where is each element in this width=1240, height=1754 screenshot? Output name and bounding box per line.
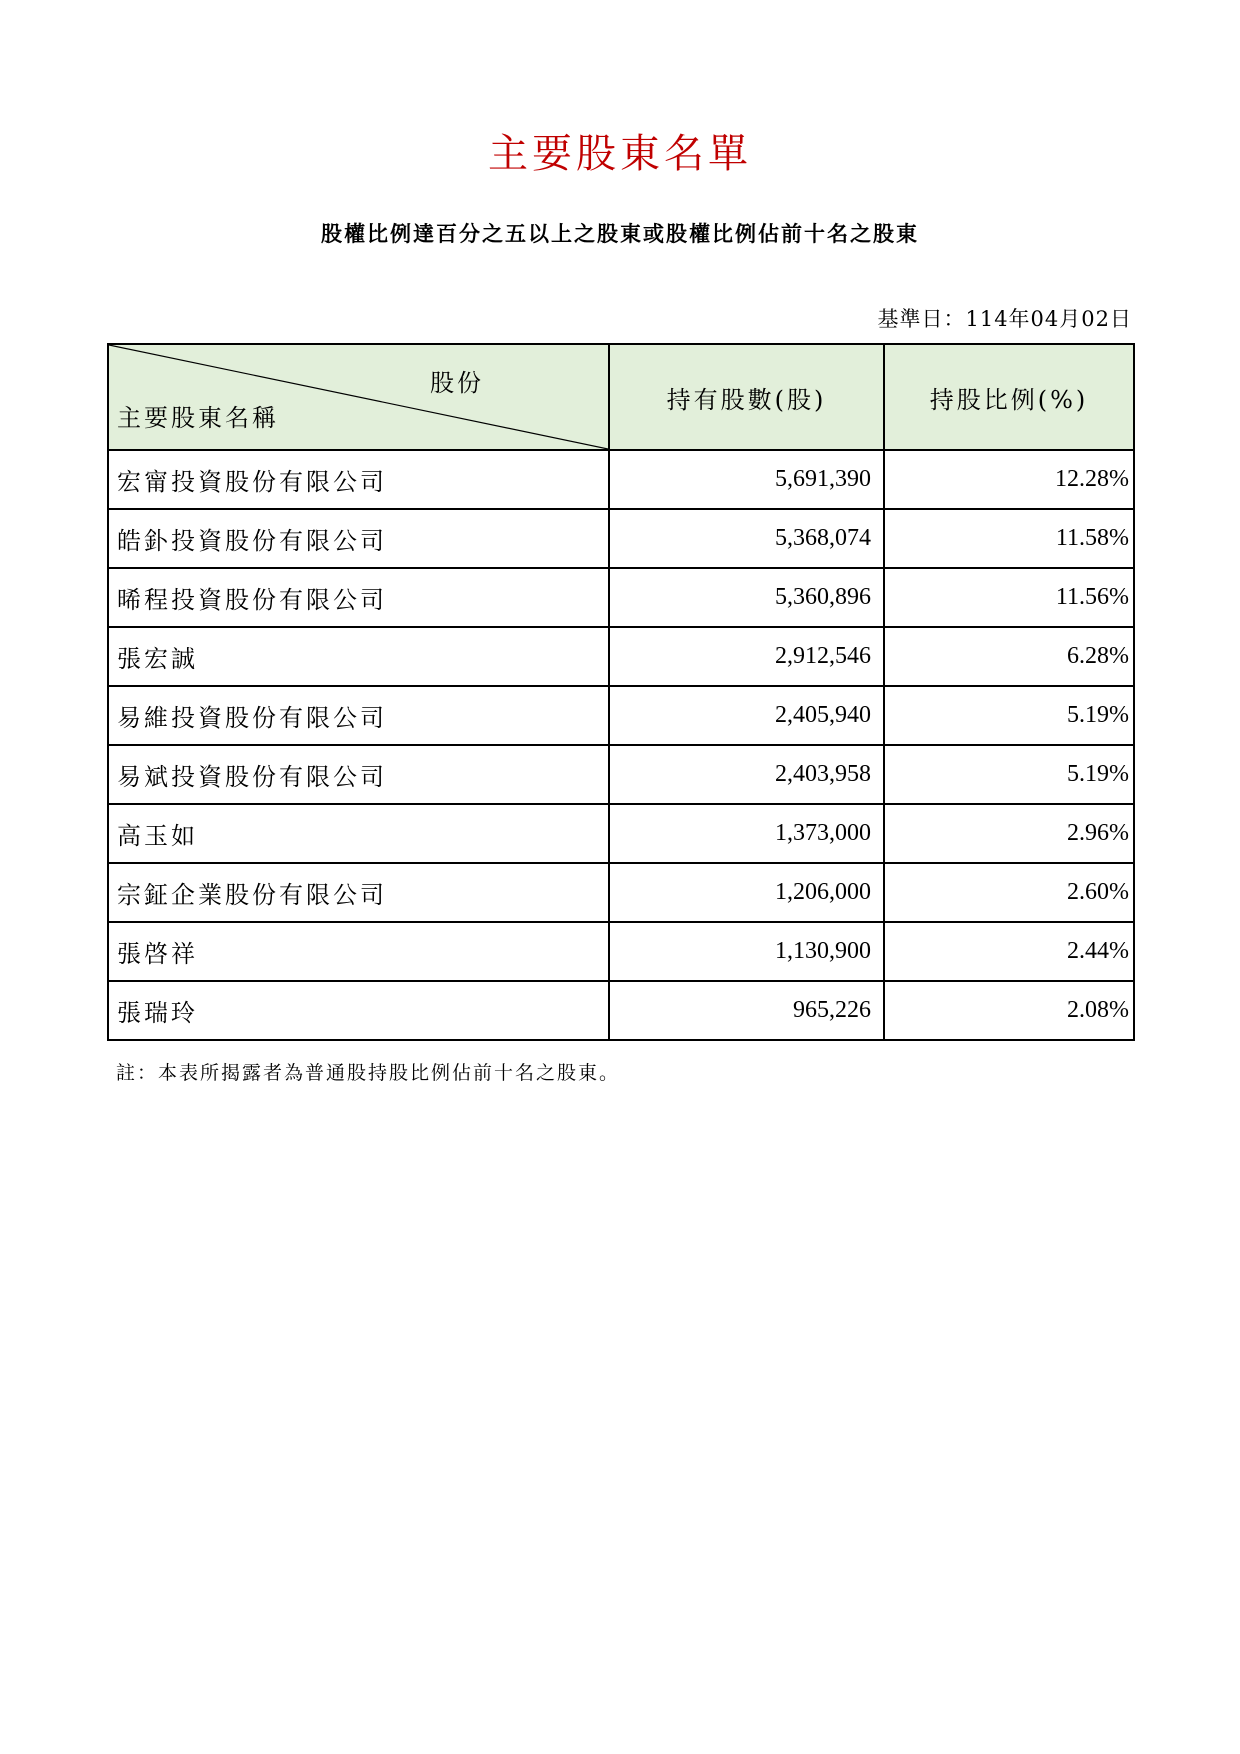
shares-held: 5,691,390 (609, 450, 884, 509)
shareholder-name: 宗鉦企業股份有限公司 (108, 863, 609, 922)
table-row (108, 568, 1134, 627)
shareholders-table (107, 343, 1135, 1041)
holding-ratio: 2.60% (884, 863, 1134, 922)
shareholder-name: 晞程投資股份有限公司 (108, 568, 609, 627)
table-row (108, 922, 1134, 981)
holding-ratio: 2.96% (884, 804, 1134, 863)
reference-date: 基準日：114年04月02日 (877, 307, 1132, 331)
holding-ratio: 5.19% (884, 686, 1134, 745)
holding-ratio: 12.28% (884, 450, 1134, 509)
header-corner-top-label: 股份 (430, 369, 484, 397)
shareholder-name: 皓釙投資股份有限公司 (108, 509, 609, 568)
shareholder-name: 高玉如 (108, 804, 609, 863)
holding-ratio: 5.19% (884, 745, 1134, 804)
header-corner-cell (108, 344, 609, 450)
table-row (108, 863, 1134, 922)
holding-ratio: 2.44% (884, 922, 1134, 981)
holding-ratio: 2.08% (884, 981, 1134, 1040)
table-row (108, 745, 1134, 804)
table-row (108, 627, 1134, 686)
table-header-row (108, 344, 1134, 450)
header-corner-bottom-label: 主要股東名稱 (117, 404, 279, 432)
shares-held: 965,226 (609, 981, 884, 1040)
shares-held: 5,360,896 (609, 568, 884, 627)
header-shares: 持有股數(股) (609, 344, 884, 450)
table-row (108, 450, 1134, 509)
shares-held: 2,403,958 (609, 745, 884, 804)
shares-held: 5,368,074 (609, 509, 884, 568)
table-row (108, 509, 1134, 568)
shares-held: 1,206,000 (609, 863, 884, 922)
shareholder-name: 宏甯投資股份有限公司 (108, 450, 609, 509)
table-row (108, 981, 1134, 1040)
shareholder-name: 張啓祥 (108, 922, 609, 981)
holding-ratio: 11.56% (884, 568, 1134, 627)
header-ratio: 持股比例(%) (884, 344, 1134, 450)
shares-held: 2,405,940 (609, 686, 884, 745)
shares-held: 1,373,000 (609, 804, 884, 863)
shareholder-name: 易維投資股份有限公司 (108, 686, 609, 745)
table-row (108, 804, 1134, 863)
diagonal-divider-icon (109, 345, 608, 449)
footnote: 註：本表所揭露者為普通股持股比例佔前十名之股東。 (116, 1062, 621, 1084)
table-row (108, 686, 1134, 745)
shareholder-name: 張宏誠 (108, 627, 609, 686)
shares-held: 2,912,546 (609, 627, 884, 686)
holding-ratio: 6.28% (884, 627, 1134, 686)
holding-ratio: 11.58% (884, 509, 1134, 568)
page-title: 主要股東名單 (488, 131, 752, 177)
shareholder-name: 張瑞玲 (108, 981, 609, 1040)
page-subtitle: 股權比例達百分之五以上之股東或股權比例佔前十名之股東 (321, 221, 919, 246)
shareholder-name: 易斌投資股份有限公司 (108, 745, 609, 804)
shares-held: 1,130,900 (609, 922, 884, 981)
